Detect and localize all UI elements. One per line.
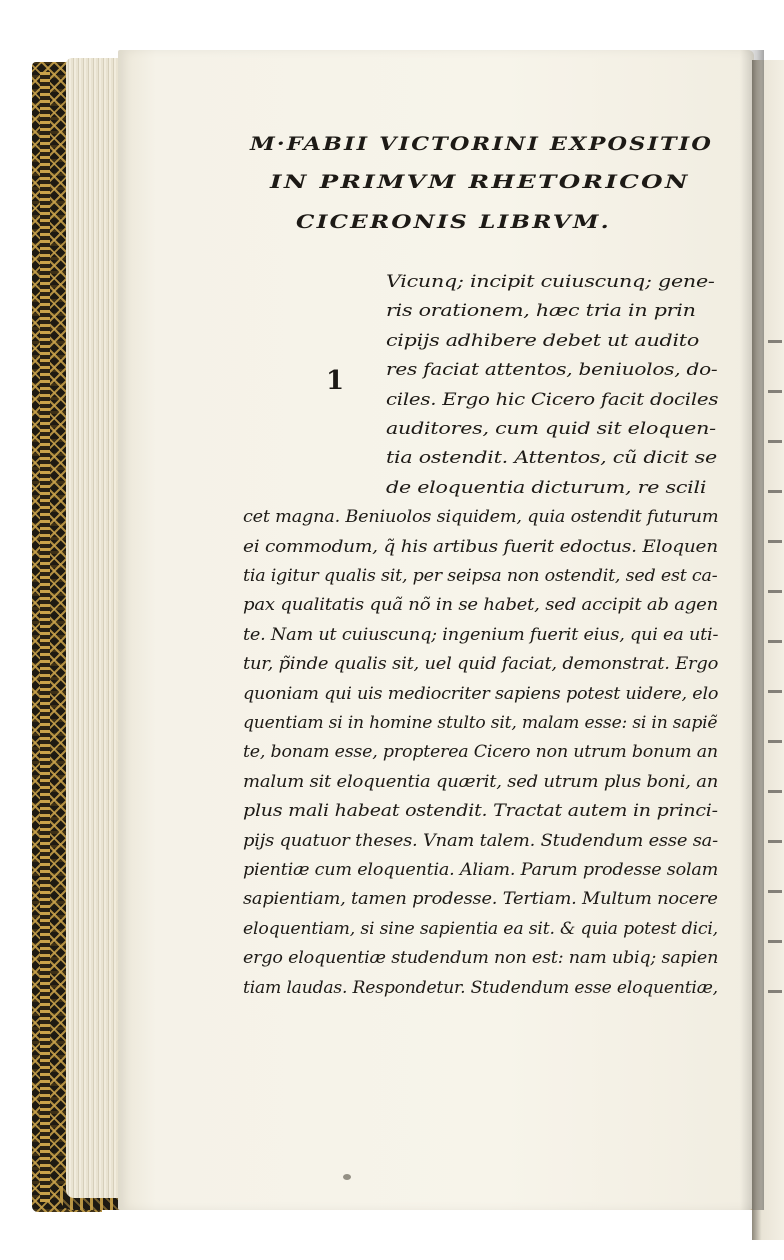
body-line: sapientiam, tamen prodesse. Tertiam. Multum nocere xyxy=(243,889,718,909)
body-line: ergo eloquentiæ studendum non est: nam ubiq; sapien xyxy=(243,948,719,968)
body-line: tia igitur qualis sit, per seipsa non ostendit, sed est ca- xyxy=(243,566,718,585)
body-line: tur, p̃inde qualis sit, uel quid faciat, demonstrat. Ergo xyxy=(243,654,719,674)
title-line-1: M·FABII VICTORINI EXPOSITIO xyxy=(250,133,714,155)
body-line: eloquentiam, si sine sapientia ea sit. & quia potest dici, xyxy=(243,918,718,938)
body-line: quentiam si in homine stulto sit, malam esse: si in sapiẽ xyxy=(243,713,718,732)
body-line: tia ostendit. Attentos, cũ dicit se xyxy=(386,448,717,468)
paragraph-mark: 1 xyxy=(326,366,345,396)
body-line: cipijs adhibere debet ut audito xyxy=(386,330,700,350)
body-line: te, bonam esse, propterea Cicero non utrum bonum an xyxy=(243,742,718,762)
body-line: cet magna. Beniuolos siquidem, quia ostendit futurum xyxy=(243,507,719,527)
body-line: de eloquentia dicturum, re scili xyxy=(386,477,707,497)
body-line: pientiæ cum eloquentia. Aliam. Parum prodesse solam xyxy=(243,860,719,879)
body-line: pijs quatuor theses. Vnam talem. Studendum esse sa- xyxy=(243,830,718,850)
body-line: quoniam qui uis mediocriter sapiens potest uidere, elo xyxy=(243,683,719,703)
body-line: pax qualitatis quã nõ in se habet, sed accipit ab agen xyxy=(243,595,719,615)
title-line-2: IN PRIMVM RHETORICON xyxy=(270,171,690,193)
body-line: ei commodum, q̃ his artibus fuerit edoctus. Eloquen xyxy=(243,536,718,556)
body-line: tiam laudas. Respondetur. Studendum esse eloquentiæ, xyxy=(243,977,718,997)
body-line: res faciat attentos, beniuolos, do- xyxy=(386,360,718,380)
body-line: plus mali habeat ostendit. Tractat autem in princi- xyxy=(243,801,718,821)
body-line: malum sit eloquentia quærit, sed utrum plus boni, an xyxy=(243,771,719,791)
body-line: ris orationem, hæc tria in prin xyxy=(386,301,696,321)
body-line: ciles. Ergo hic Cicero facit dociles xyxy=(386,389,719,409)
body-line: auditores, cum quid sit eloquen- xyxy=(386,419,716,438)
body-line: te. Nam ut cuiuscunq; ingenium fuerit eius, qui ea uti- xyxy=(243,624,719,644)
body-line: Vicunq; incipit cuiuscunq; gene- xyxy=(386,272,715,291)
title-line-3: CICERONIS LIBRVM. xyxy=(296,211,611,233)
